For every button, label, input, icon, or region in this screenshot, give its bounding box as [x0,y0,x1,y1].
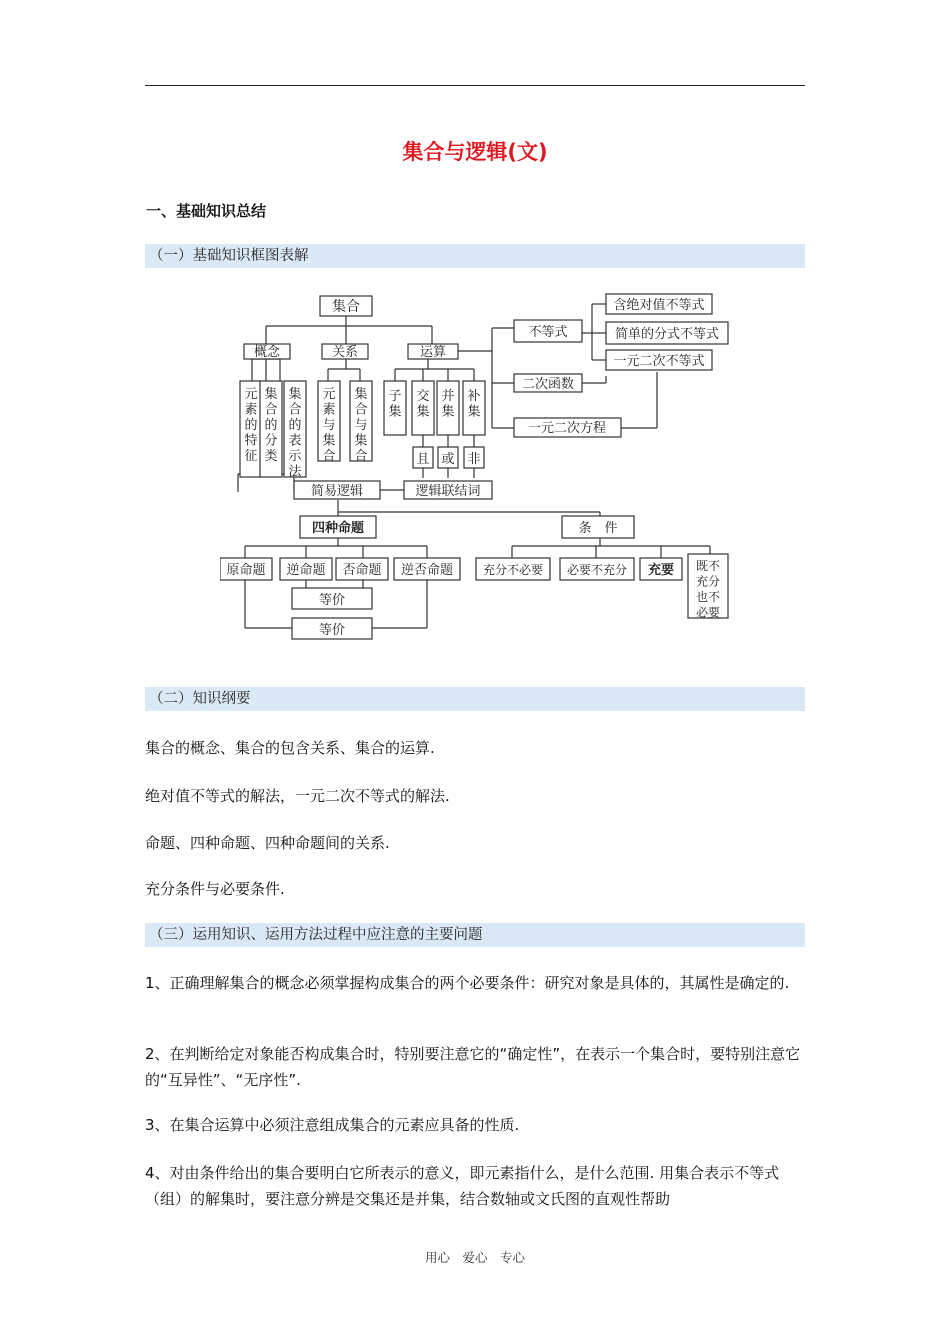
point-3: 3、在集合运算中必须注意组成集合的元素应具备的性质. [145,1116,520,1134]
relation-item-2: 集合与集合 [354,387,368,464]
condition-label: 条 件 [578,521,618,536]
knowledge-diagram [220,288,740,644]
condition-necessary: 必要不充分 [566,563,628,577]
page-title: 集合与逻辑(文) [402,140,548,164]
outline-item-1: 集合的概念、集合的包含关系、集合的运算. [145,739,435,757]
subsection-band-2: （二）知识纲要 [145,687,805,711]
inequality-item-3: 一元二次不等式 [613,354,705,369]
concept-item-1: 元素的特征 [244,387,258,464]
outline-item-2: 绝对值不等式的解法，一元二次不等式的解法. [145,787,450,805]
root-label: 集合 [332,299,360,315]
condition-both: 充要 [647,563,675,578]
subsection-band-3: （三）运用知识、运用方法过程中应注意的主要问题 [145,923,805,947]
inequality-label: 不等式 [528,325,568,340]
concept-item-2: 集合的分类 [264,387,278,464]
operation-complement: 补集 [467,389,481,420]
outline-item-4: 充分条件与必要条件. [145,880,285,898]
quadratic-function-label: 二次函数 [521,377,575,392]
condition-neither: 既不充分也不必要 [695,559,721,620]
concept-item-3: 集合的表示法 [288,387,302,480]
condition-sufficient: 充分不必要 [482,563,544,577]
outline-item-3: 命题、四种命题、四种命题间的关系. [145,834,390,852]
four-propositions-label: 四种命题 [311,521,365,536]
proposition-inverse: 否命题 [342,563,382,578]
page-footer: 用心 爱心 专心 [424,1250,525,1265]
logic-word-or: 或 [441,452,455,467]
operation-label: 运算 [419,345,447,360]
subsection-band-1: （一）基础知识框图表解 [145,244,805,268]
proposition-converse: 逆命题 [286,563,326,578]
logic-connectives-label: 逻辑联结词 [415,484,481,499]
point-2: 2、在判断给定对象能否构成集合时，特别要注意它的“确定性”，在表示一个集合时，要特别注意它的“互异性”、“无序性”. [145,1045,801,1089]
proposition-contrapositive: 逆否命题 [400,563,454,578]
operation-union: 并集 [441,389,455,420]
proposition-original: 原命题 [226,563,266,578]
point-4: 4、对由条件给出的集合要明白它所表示的意义，即元素指什么，是什么范围. 用集合表示不等式（组）的解集时，要注意分辨是交集还是并集，结合数轴或文氏图的直观性帮助 [145,1164,780,1208]
operation-intersection: 交集 [416,389,430,420]
equivalent-label-1: 等价 [318,593,346,608]
section-heading: 一、基础知识总结 [146,202,267,220]
logic-word-not: 非 [467,452,481,467]
inequality-item-1: 含绝对值不等式 [613,298,705,313]
relation-label: 关系 [331,345,359,360]
equivalent-label-2: 等价 [318,623,346,638]
inequality-item-2: 简单的分式不等式 [614,327,720,342]
operation-subset: 子集 [388,389,402,420]
logic-word-and: 且 [416,452,430,467]
point-1: 1、正确理解集合的概念必须掌握构成集合的两个必要条件：研究对象是具体的，其属性是确定的. [145,974,790,992]
relation-item-1: 元素与集合 [322,387,336,464]
quadratic-equation-label: 一元二次方程 [527,421,607,436]
header-rule [145,85,805,86]
concept-label: 概念 [253,345,281,360]
simple-logic-label: 简易逻辑 [310,484,364,499]
